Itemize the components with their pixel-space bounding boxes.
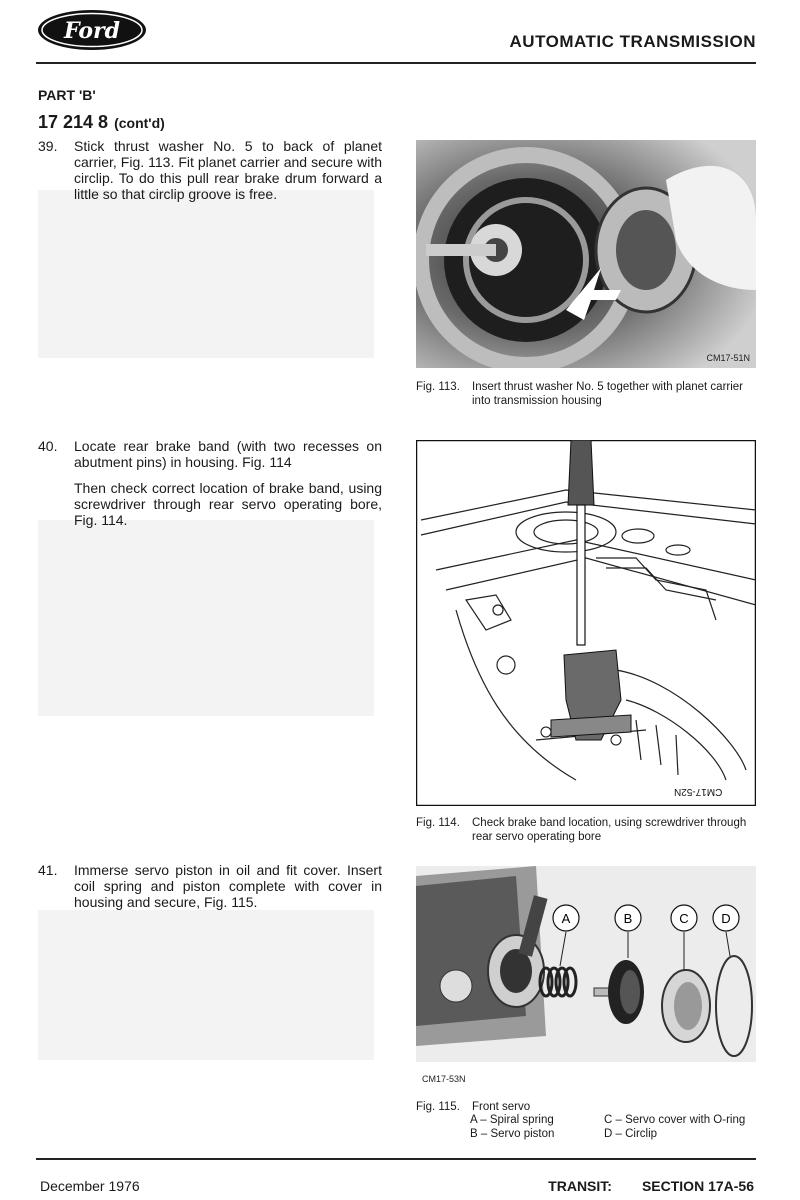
- legend-item: C – Servo cover with O-ring: [604, 1114, 746, 1126]
- figure-caption-text: Front servo: [472, 1101, 531, 1113]
- step-text: Immerse servo piston in oil and fit cover. Insert coil spring and piston complete with cover in housing and secure, Fig. 115.: [74, 862, 382, 910]
- figure-115-legend: [470, 1113, 774, 1141]
- callout-a: A: [561, 911, 571, 926]
- operation-cont: (cont'd): [114, 115, 165, 131]
- step-number: 40.: [38, 438, 58, 454]
- figure-114-drawing: [416, 440, 756, 806]
- legend-item: B – Servo piston: [470, 1128, 555, 1140]
- footer-model: TRANSIT:: [548, 1178, 612, 1194]
- legend-item: D – Circlip: [604, 1128, 658, 1140]
- ford-logo: [36, 8, 148, 52]
- logo-text: Ford: [63, 18, 121, 44]
- figure-code: CM17-53N: [422, 1074, 466, 1084]
- step-number: 39.: [38, 138, 58, 154]
- step-40: [38, 438, 382, 538]
- callout-c: C: [679, 911, 689, 926]
- figure-115-caption: [416, 1100, 756, 1114]
- figure-113-caption: [416, 380, 756, 408]
- legend-item: A – Spiral spring: [470, 1114, 554, 1126]
- figure-115-photo: [416, 866, 756, 1092]
- figure-label: Fig. 113.: [416, 381, 460, 393]
- footer-rule: [36, 1158, 756, 1160]
- figure-code: CM17-51N: [706, 353, 750, 363]
- figure-label: Fig. 114.: [416, 817, 460, 829]
- ghost-image-top: [38, 190, 374, 358]
- ghost-image-middle: [38, 520, 374, 716]
- figure-code: CM17-52N: [674, 786, 723, 797]
- part-label: PART 'B': [38, 87, 96, 103]
- callout-b: B: [623, 911, 633, 926]
- step-41: [38, 862, 382, 920]
- figure-113-photo: [416, 140, 756, 368]
- figure-caption-text: Check brake band location, using screwdriver through rear servo operating bore: [472, 817, 747, 843]
- step-text: Locate rear brake band (with two recesses on abutment pins) in housing. Fig. 114: [74, 438, 382, 470]
- footer-date: December 1976: [40, 1178, 140, 1194]
- figure-label: Fig. 115.: [416, 1101, 460, 1113]
- callout-d: D: [721, 911, 731, 926]
- operation-number: 17 214 8: [38, 112, 109, 132]
- footer-section: [548, 1178, 754, 1194]
- step-text: Stick thrust washer No. 5 to back of planet carrier, Fig. 113. Fit planet carrier and secure with circlip. To do this pull rear brake drum forward a little so that circlip groove is free.: [74, 138, 382, 202]
- ghost-image-bottom: [38, 910, 374, 1060]
- section-title: AUTOMATIC TRANSMISSION: [509, 32, 756, 51]
- header-rule: [36, 62, 756, 64]
- step-text: Then check correct location of brake band, using screwdriver through rear servo operating bore, Fig. 114.: [74, 480, 382, 528]
- step-number: 41.: [38, 862, 58, 878]
- figure-114-caption: [416, 816, 756, 844]
- step-39: [38, 138, 382, 212]
- footer-section-number: SECTION 17A-56: [641, 1178, 754, 1194]
- operation-heading: [38, 112, 165, 133]
- figure-caption-text: Insert thrust washer No. 5 together with planet carrier into transmission housing: [472, 381, 744, 407]
